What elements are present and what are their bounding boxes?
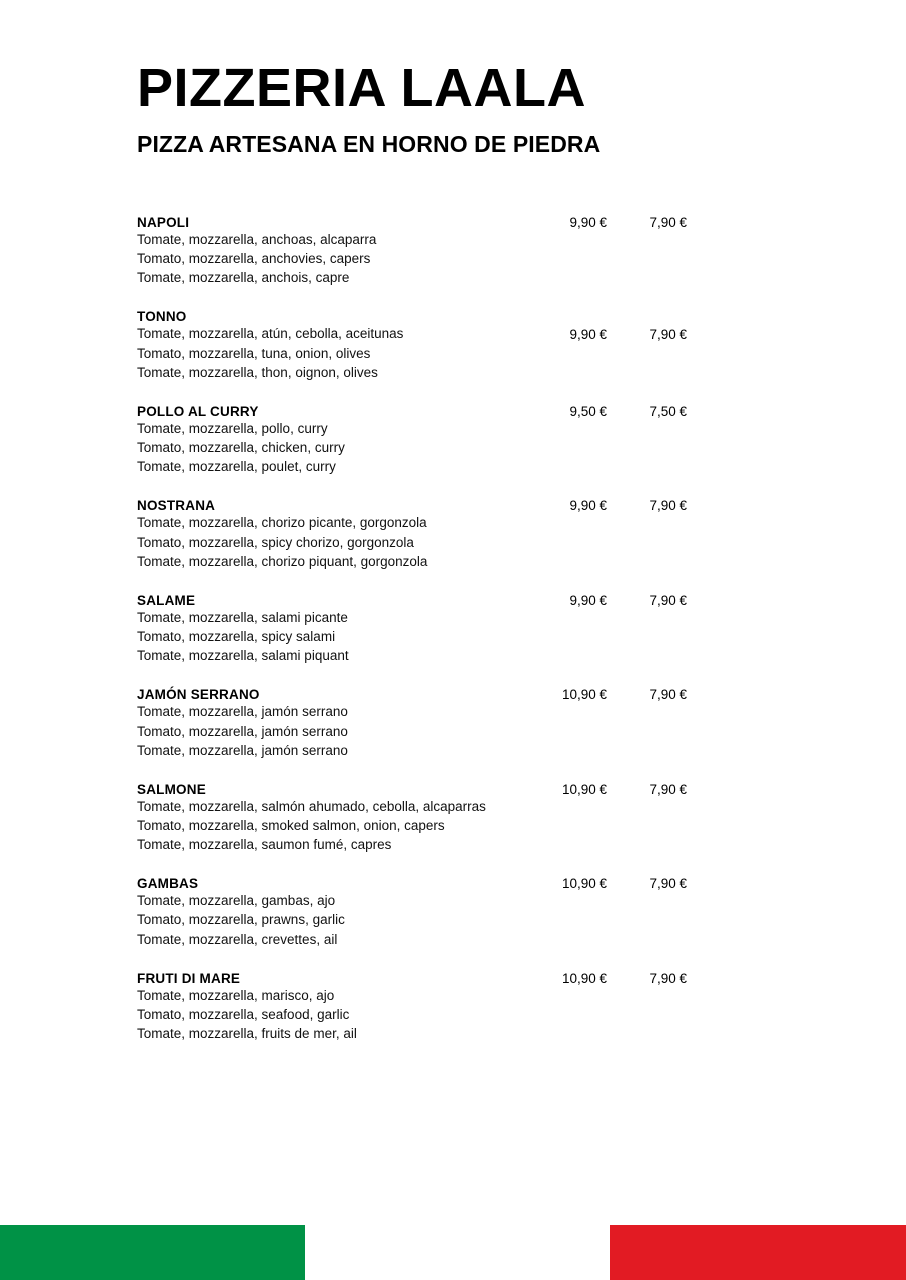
list-item [137, 309, 777, 381]
menu-item-desc-es: Tomate, mozzarella, salami picante [137, 609, 348, 625]
price-small: 7,90 € [649, 970, 687, 986]
menu-item-prices [517, 404, 777, 419]
menu-item-header [137, 782, 777, 797]
menu-item-header [137, 593, 777, 608]
price-small: 7,50 € [649, 403, 687, 419]
menu-item-desc-fr: Tomate, mozzarella, jamón serrano [137, 742, 348, 758]
menu-item-desc-es: Tomate, mozzarella, anchoas, alcaparra [137, 232, 377, 247]
menu-item-name: POLLO AL CURRY [137, 403, 259, 419]
menu-item-desc-fr: Tomate, mozzarella, crevettes, ail [137, 931, 338, 947]
page-header [137, 60, 837, 158]
menu-item-name: FRUTI DI MARE [137, 970, 241, 986]
menu-item-name: JAMÓN SERRANO [137, 687, 260, 703]
list-item [137, 971, 777, 1043]
menu-item-prices [517, 782, 777, 797]
menu-item-desc-en: Tomato, mozzarella, chicken, curry [137, 440, 345, 456]
menu-item-desc-fr: Tomate, mozzarella, anchois, capre [137, 270, 350, 286]
menu-item-prices [517, 687, 777, 702]
menu-item-desc-en: Tomato, mozzarella, smoked salmon, onion, capers [137, 817, 445, 833]
price-large: 10,90 € [561, 687, 607, 703]
menu-list [137, 215, 777, 1065]
price-small: 7,90 € [649, 498, 687, 514]
menu-item-prices [517, 215, 777, 230]
menu-item-name: NOSTRANA [137, 498, 216, 514]
list-item [137, 782, 777, 854]
menu-item-prices [517, 971, 777, 986]
menu-item-desc-es: Tomate, mozzarella, pollo, curry [137, 420, 328, 436]
menu-item-name: GAMBAS [137, 876, 199, 892]
price-small: 7,90 € [649, 781, 687, 797]
price-small: 7,90 € [649, 327, 687, 343]
menu-item-header [137, 971, 777, 986]
price-small: 7,90 € [649, 876, 687, 892]
list-item [137, 876, 777, 948]
menu-item-desc-en: Tomato, mozzarella, tuna, onion, olives [137, 345, 371, 361]
price-large: 9,90 € [569, 498, 607, 514]
flag-band-red [610, 1225, 906, 1280]
price-small: 7,90 € [649, 592, 687, 608]
menu-item-desc-es: Tomate, mozzarella, jamón serrano [137, 704, 348, 720]
list-item [137, 593, 777, 665]
menu-item-header [137, 215, 777, 230]
menu-item-prices [517, 327, 777, 342]
list-item [137, 687, 777, 759]
menu-item-desc-fr: Tomate, mozzarella, poulet, curry [137, 459, 336, 475]
menu-item-header [137, 498, 777, 513]
menu-item-desc-es: Tomate, mozzarella, chorizo picante, gorgonzola [137, 515, 427, 531]
menu-item-desc-fr: Tomate, mozzarella, chorizo piquant, gorgonzola [137, 553, 428, 569]
menu-item-desc-fr: Tomate, mozzarella, fruits de mer, ail [137, 1026, 357, 1042]
list-item [137, 215, 777, 287]
price-small: 7,90 € [649, 215, 687, 230]
menu-item-desc-en: Tomato, mozzarella, jamón serrano [137, 723, 348, 739]
menu-item-prices [517, 593, 777, 608]
menu-item-desc-en: Tomato, mozzarella, spicy chorizo, gorgonzola [137, 534, 414, 550]
price-small: 7,90 € [649, 687, 687, 703]
flag-band-green [0, 1225, 305, 1280]
menu-item-header [137, 687, 777, 702]
price-large: 9,90 € [569, 592, 607, 608]
price-large: 9,50 € [569, 403, 607, 419]
menu-item-name: SALAME [137, 592, 196, 608]
flag-band-white [305, 1225, 610, 1280]
menu-item-desc-en: Tomato, mozzarella, spicy salami [137, 629, 336, 645]
menu-item-desc-es: Tomate, mozzarella, gambas, ajo [137, 893, 336, 909]
menu-item-desc-en: Tomato, mozzarella, prawns, garlic [137, 912, 345, 928]
italian-flag-footer [0, 1225, 906, 1280]
menu-item-desc-en: Tomato, mozzarella, seafood, garlic [137, 1006, 350, 1022]
menu-item-desc-fr: Tomate, mozzarella, thon, oignon, olives [137, 364, 378, 380]
price-large: 10,90 € [561, 876, 607, 892]
menu-item-desc-fr: Tomate, mozzarella, salami piquant [137, 648, 349, 664]
price-large: 10,90 € [561, 970, 607, 986]
menu-item-prices [517, 498, 777, 513]
menu-item-desc-fr: Tomate, mozzarella, saumon fumé, capres [137, 837, 392, 853]
page-subtitle: PIZZA ARTESANA EN HORNO DE PIEDRA [137, 130, 601, 157]
price-large: 10,90 € [561, 781, 607, 797]
menu-item-desc-es: Tomate, mozzarella, marisco, ajo [137, 987, 335, 1003]
list-item [137, 498, 777, 570]
menu-item-name: SALMONE [137, 781, 206, 797]
menu-item-desc-en: Tomato, mozzarella, anchovies, capers [137, 251, 371, 267]
menu-item-desc-es: Tomate, mozzarella, atún, cebolla, aceitunas [137, 326, 404, 342]
menu-item-name: NAPOLI [137, 215, 190, 230]
price-large: 9,90 € [569, 215, 607, 230]
menu-item-header [137, 404, 777, 419]
list-item [137, 404, 777, 476]
menu-item-prices [517, 876, 777, 891]
menu-item-name: TONNO [137, 309, 187, 325]
menu-item-desc-es: Tomate, mozzarella, salmón ahumado, cebolla, alcaparras [137, 798, 486, 814]
page-title: PIZZERIA LAALA [137, 58, 586, 118]
menu-item-header [137, 876, 777, 891]
price-large: 9,90 € [569, 327, 607, 343]
